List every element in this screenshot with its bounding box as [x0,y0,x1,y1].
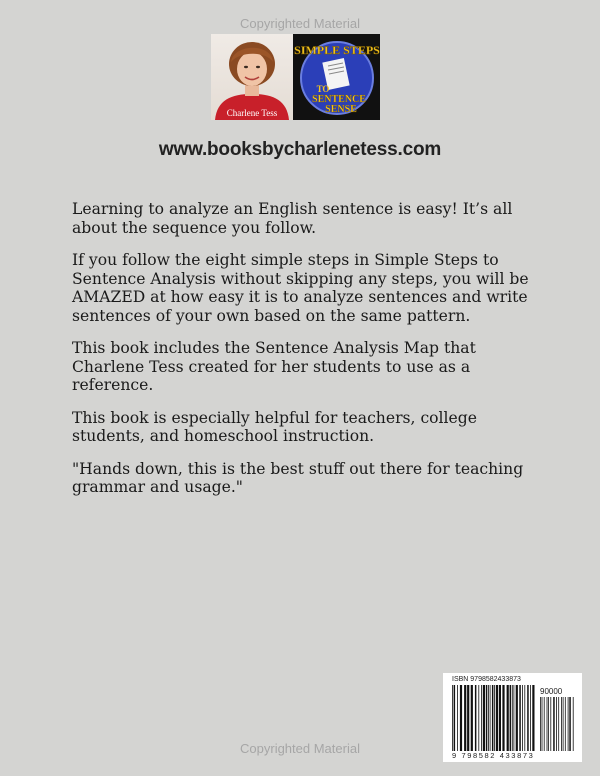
photo-caption: Charlene Tess [226,108,278,118]
blurb-paragraph: Learning to analyze an English sentence is easy! It’s all about the sequence you follow. [72,200,513,237]
price-code: 90000 [540,687,563,696]
copyright-watermark-top: Copyrighted Material [240,16,360,31]
author-website: www.booksbycharlenetess.com [158,139,442,160]
simple-steps-logo-icon [293,34,380,120]
svg-text:TO: TO [316,84,330,94]
back-cover-blurb [72,200,542,511]
author-photo [211,34,293,120]
barcode-digits: 9 798582 433873 [452,751,535,760]
svg-text:SENTENCE: SENTENCE [312,94,366,105]
book-logo [293,34,380,120]
svg-text:SENSE: SENSE [325,104,357,115]
svg-text:SIMPLE STEPS: SIMPLE STEPS [294,43,380,57]
blurb-paragraph: This book includes the Sentence Analysis Map that Charlene Tess created for her students to use as a reference. [72,339,476,394]
copyright-watermark-bottom: Copyrighted Material [240,741,360,756]
blurb-quote: "Hands down, this is the best stuff out there for teaching grammar and usage." [72,459,524,496]
blurb-paragraph: This book is especially helpful for teachers, college students, and homeschool instruction. [72,408,477,445]
blurb-paragraph: If you follow the eight simple steps in Simple Steps to Sentence Analysis without skipping any steps, you will be AMAZED at how easy it is to analyze sentences and write sentences of your own based on the same pattern. [72,251,529,325]
author-banner-image [211,34,380,120]
isbn-label: ISBN 9798582433873 [452,676,521,683]
